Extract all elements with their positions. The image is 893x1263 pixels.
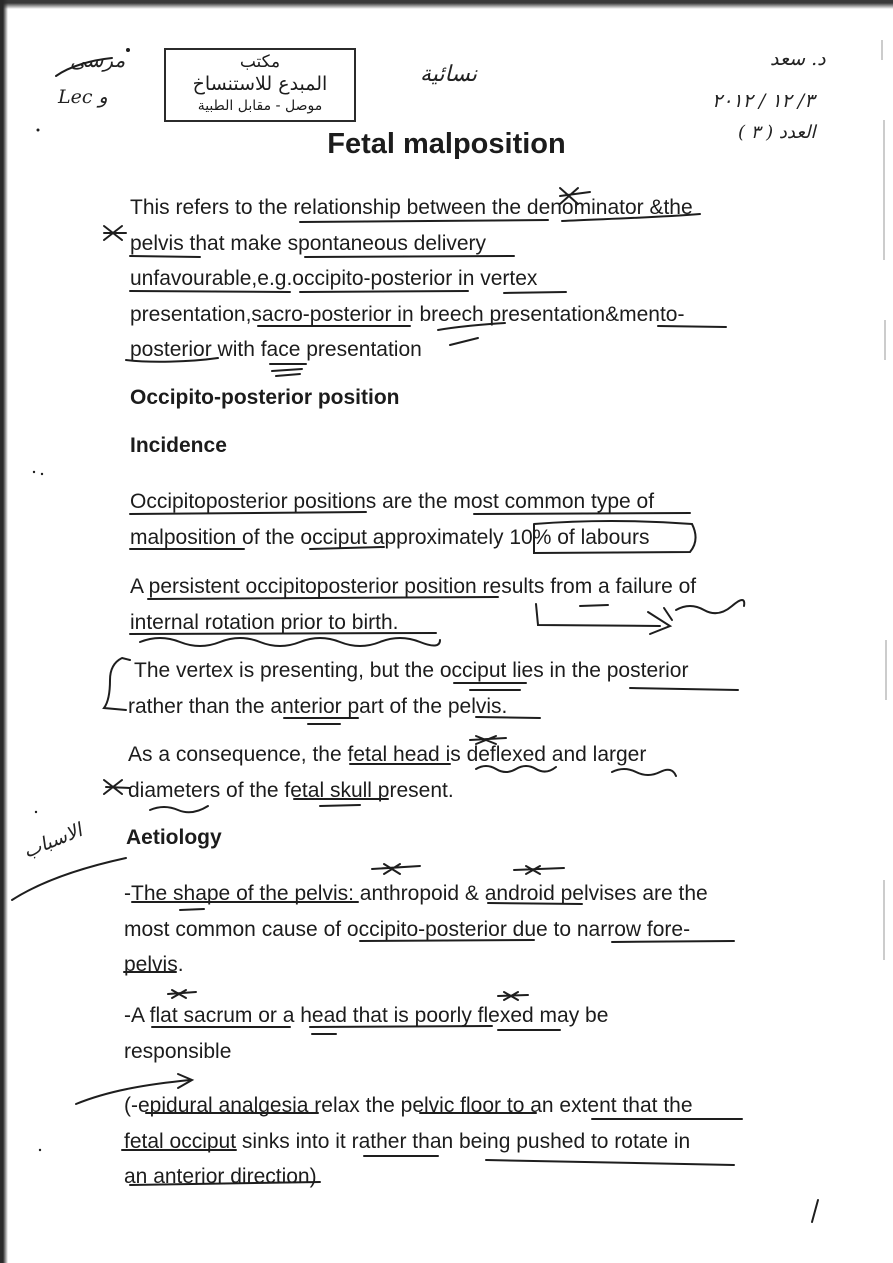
right-edge-marks: [882, 40, 886, 960]
underline-occipito-2: [360, 940, 534, 941]
consequence-line-2: diameters of the fetal skull present.: [128, 778, 454, 802]
margin-left-curve: [56, 58, 112, 76]
incidence-line-1: Occipitoposterior positions are the most common type of: [130, 490, 655, 513]
star-icon-android: [514, 866, 564, 874]
underline-being: [486, 1160, 734, 1165]
intro-line-5: posterior with face presentation: [130, 338, 422, 361]
intro-line-4: presentation,sacro-posterior in breech presentation&mento-: [130, 302, 685, 326]
underline-posterior-2: [630, 688, 738, 690]
handwritten-note-subject: نسائية: [420, 62, 478, 87]
aetiology-sacrum-line-2: responsible: [124, 1039, 232, 1063]
margin-line: [12, 858, 126, 900]
underline-from: [580, 605, 608, 606]
aetiology-epidural-line-2: fetal occiput sinks into it rather than being pushed to rotate in: [124, 1129, 691, 1153]
vertex-line-1: The vertex is presenting, but the occiput lies in the posterior: [134, 659, 689, 682]
persistent-line-1: A persistent occipitoposterior position results from a failure of: [130, 575, 697, 598]
mark-shape: [180, 909, 204, 910]
aetiology-epidural-line-3: an anterior direction): [124, 1165, 317, 1188]
underline-head-poorly: [310, 1026, 492, 1027]
underline-occiput: [310, 547, 384, 549]
incidence-heading: Incidence: [130, 434, 227, 457]
handwritten-note-lec: Lec و: [58, 86, 108, 108]
handwritten-note-top-left: مرسى: [70, 48, 126, 72]
underline-unfavourable: [130, 291, 290, 292]
box-10-percent: [534, 521, 696, 553]
margin-swoosh: [76, 1080, 190, 1104]
star-icon-anthropoid: [372, 864, 420, 874]
aetiology-shape-line-3: pelvis.: [124, 953, 184, 976]
persistent-line-2: internal rotation prior to birth.: [130, 610, 399, 634]
aetiology-shape-line-1: -The shape of the pelvis: anthropoid & android pelvises are the: [124, 882, 708, 905]
underline-pelvis: [130, 256, 200, 257]
wave-deflexed: [476, 766, 556, 772]
bracket-arrow: [536, 604, 660, 626]
star-icon-flexed: [498, 992, 528, 1000]
mark-dash: [450, 338, 478, 345]
underline-android: [488, 903, 582, 904]
underline-denominator: [562, 214, 700, 221]
wave-larger: [612, 769, 676, 776]
handwritten-note-doctor: د. سعد: [770, 48, 826, 70]
underline-mento: [658, 326, 726, 327]
stamp-line-3: موصل - مقابل الطبية: [197, 98, 323, 114]
brace-left: [104, 658, 130, 710]
aetiology-epidural-line-1: (-epidural analgesia relax the pelvic floor to an extent that the: [124, 1094, 693, 1117]
star-icon-pelvis: [104, 226, 126, 240]
arrow-head: [648, 608, 672, 634]
underline-spontaneous: [305, 256, 514, 257]
underline-breech: [438, 323, 505, 330]
stray-tick: [812, 1200, 818, 1222]
intro-line-1: This refers to the relationship between the denominator &the: [130, 196, 693, 219]
underline-posterior: [126, 358, 218, 362]
star-marks: [104, 188, 590, 1000]
underline-anterior-direction: [130, 1182, 320, 1185]
wave-failure: [676, 600, 744, 613]
underline-occipito: [300, 291, 468, 292]
star-icon-diameters: [104, 780, 130, 794]
aetiology-heading: Aetiology: [126, 826, 222, 849]
underline-persistent: [148, 597, 498, 599]
mark-face-eq: [272, 369, 302, 376]
aetiology-shape-line-2: most common cause of occipito-posterior due to narrow fore-: [124, 917, 691, 941]
wave-internal: [140, 638, 440, 646]
vertex-line-2: rather than the anterior part of the pelvis.: [128, 694, 508, 718]
handwritten-note-issue: العدد ( ٣ ): [738, 122, 816, 143]
star-icon-deflexed: [470, 736, 506, 744]
underline-narrow: [612, 941, 734, 942]
underline-vertex: [504, 292, 566, 293]
stamp-line-2: المبدع للاستنساخ: [192, 73, 328, 95]
consequence-line-1: As a consequence, the fetal head is deflexed and larger: [128, 743, 647, 766]
intro-line-2: pelvis that make spontaneous delivery: [130, 231, 487, 255]
section-heading: Occipito-posterior position: [130, 386, 400, 409]
star-icon-flat: [168, 990, 196, 998]
incidence-line-2: malposition of the occiput approximately 10% of labours: [130, 525, 650, 549]
handwritten-note-date: ٣/ ١٢ / ٢٠١٢: [712, 90, 815, 112]
intro-line-3: unfavourable,e.g.occipito-posterior in vertex: [130, 267, 538, 290]
margin-dots: [33, 48, 130, 1151]
page-title: Fetal malposition: [327, 128, 566, 160]
mark-skull: [320, 805, 360, 806]
handwritten-note-margin: الاسباب: [20, 819, 86, 863]
underline-occipitoposterior-positions: [130, 512, 366, 514]
star-icon-denominator: [560, 188, 590, 204]
underline-most-common: [474, 513, 690, 514]
stamp-line-1: مكتب: [239, 52, 281, 72]
underline-internal: [130, 633, 436, 634]
underline-relationship: [300, 220, 548, 222]
wave-diameters: [150, 806, 208, 812]
underline-pelvis-2: [476, 717, 540, 718]
aetiology-sacrum-line-1: -A flat sacrum or a head that is poorly flexed may be: [124, 1004, 609, 1027]
